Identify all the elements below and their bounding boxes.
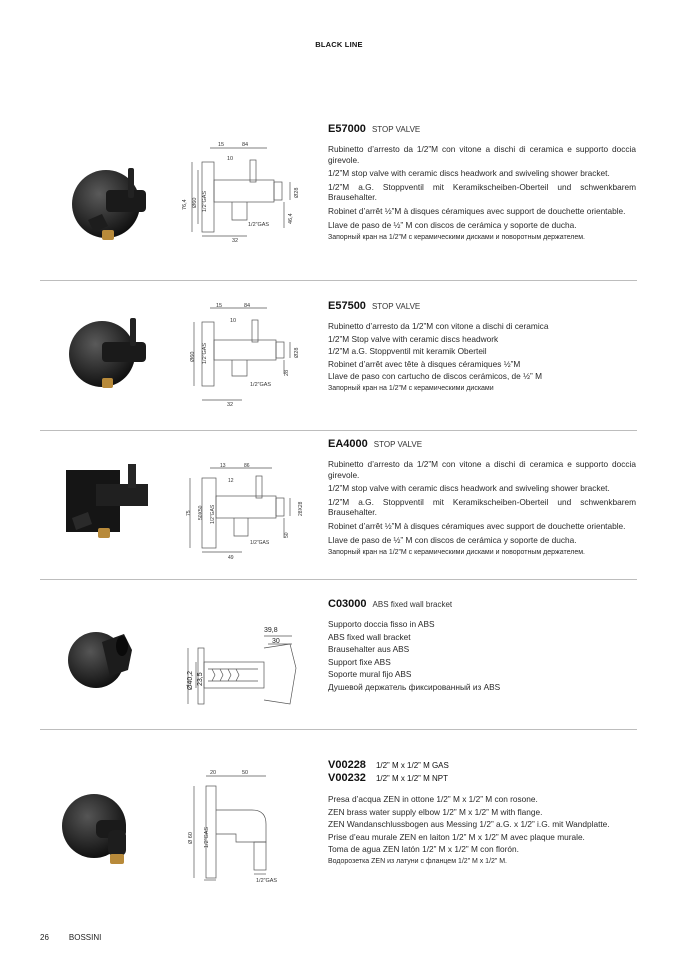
dim-label: 15 (218, 142, 225, 148)
product-title (328, 772, 636, 785)
dim-label: 46,4 (288, 213, 294, 224)
dim-label: Ø28 (294, 187, 300, 198)
dim-label: 10 (230, 318, 237, 324)
dim-label: 76,4 (182, 199, 188, 210)
product-photo-wall-bracket (62, 620, 142, 700)
desc-fr: Robinet d’arrêt ½”M à disques céramiques avec support de douchette orientable. (328, 205, 626, 216)
dim-label: 50X50 (198, 505, 204, 520)
product-text (328, 598, 636, 695)
product-title (328, 759, 636, 772)
dim-label: 39,8 (264, 627, 278, 634)
dim-label: 49 (228, 555, 234, 561)
product-code: E57500 (328, 300, 366, 312)
section-divider (40, 280, 637, 281)
technical-drawing-e57500 (172, 302, 312, 407)
product-code: V00232 (328, 772, 366, 784)
desc-fr: Robinet d’arrêt avec tête à disques céramiques ½”M (328, 358, 521, 369)
product-photo-stop-valve (62, 160, 158, 250)
desc-it: Presa d’acqua ZEN in ottone 1/2” M x 1/2” M con rosone. (328, 794, 538, 804)
dim-label: 20 (210, 770, 217, 776)
dim-label: 13 (220, 463, 226, 469)
desc-ru: Душевой держатель фиксированный из ABS (328, 681, 501, 692)
dim-label: Ø28 (294, 347, 300, 358)
desc-it: Supporto doccia fisso in ABS (328, 619, 435, 629)
product-subtitle: STOP VALVE (371, 125, 421, 134)
dim-label: 30 (272, 638, 280, 645)
dim-label: 12 (228, 478, 234, 484)
page-number: 26 (40, 933, 49, 942)
desc-en: ZEN brass water supply elbow 1/2” M x 1/2” M with flange. (328, 806, 543, 817)
desc-en: 1/2”M stop valve with ceramic discs headwork and swiveling shower bracket. (328, 168, 610, 179)
desc-fr: Robinet d’arrêt ½”M à disques céramiques avec support de douchette orientable. (328, 520, 626, 531)
dim-label: 1/2”GAS (248, 222, 270, 228)
technical-drawing-e57000 (172, 140, 312, 245)
desc-it: Rubinetto d’arresto da 1/2”M con vitone a dischi di ceramica e supporto doccia girevole. (328, 459, 636, 480)
dim-label: 1/2”GAS (204, 826, 210, 848)
product-code: E57000 (328, 123, 366, 135)
product-subtitle: STOP VALVE (373, 440, 423, 449)
dim-label: 50 (242, 770, 249, 776)
desc-it: Rubinetto d’arresto da 1/2”M con vitone a dischi di ceramica e supporto doccia girevole. (328, 144, 636, 165)
desc-de: 1/2”M a.G. Stoppventil mit Keramikscheiben-Oberteil und schwenkbarem Brausehalter. (328, 181, 636, 203)
product-text (328, 438, 636, 562)
product-subtitle: 1/2” M x 1/2” M NPT (375, 774, 448, 783)
dim-label: Ø60 (190, 351, 196, 362)
section-divider (40, 430, 637, 431)
product-code: C03000 (328, 598, 367, 610)
product-photo-stop-valve (62, 316, 158, 396)
product-text (328, 300, 636, 397)
desc-de: ZEN Wandanschlussbogen aus Messing 1/2” a.G. x 1/2” i.G. mit Wandplatte. (328, 819, 610, 830)
product-title (328, 598, 636, 610)
desc-fr: Prise d’eau murale ZEN en laiton 1/2” M x 1/2” M avec plaque murale. (328, 831, 585, 842)
section-divider (40, 579, 637, 580)
footer-brand: BOSSINI (68, 933, 102, 942)
desc-en: 1/2”M Stop valve with ceramic discs headwork (328, 333, 499, 344)
dim-label: 84 (244, 303, 251, 309)
dim-label: 10 (227, 156, 234, 162)
desc-de: 1/2”M a.G. Stoppventil mit keramik Oberteil (328, 346, 487, 357)
desc-en: ABS fixed wall bracket (328, 631, 411, 642)
section-divider (40, 729, 637, 730)
desc-it: Rubinetto d’arresto da 1/2”M con vitone a dischi di ceramica (328, 321, 549, 331)
dim-label: 1/2”GAS (202, 342, 208, 364)
product-subtitle: 1/2” M x 1/2” M GAS (375, 761, 449, 770)
dim-label: 23,5 (197, 672, 204, 686)
page-header: BLACK LINE (315, 40, 363, 49)
dim-label: 84 (242, 142, 249, 148)
product-text (328, 759, 636, 870)
desc-de: Brausehalter aus ABS (328, 644, 410, 655)
dim-label: 75 (186, 510, 192, 516)
desc-es: Llave de paso de ½” M con discos de cerámica y soporte de ducha. (328, 534, 577, 545)
desc-de: 1/2”M a.G. Stoppventil mit Keramikscheiben-Oberteil und schwenkbarem Brausehalter. (328, 496, 636, 518)
desc-es: Llave de paso de ½” M con discos de cerámica y soporte de ducha. (328, 219, 577, 230)
product-title (328, 438, 636, 450)
dim-label: Ø 60 (188, 832, 194, 844)
dim-label: 1/2”GAS (256, 878, 278, 884)
desc-ru: Запорный кран на 1/2”M с керамическими дисками и поворотным держателем. (328, 234, 585, 242)
dim-label: 28X28 (298, 501, 304, 516)
desc-ru: Запорный кран на 1/2”M с керамическими дисками и поворотным держателем. (328, 549, 585, 557)
product-text (328, 123, 636, 247)
desc-es: Llave de paso con cartucho de discos cerámicos, de ½” M (328, 371, 542, 382)
dim-label: 1/2”GAS (250, 382, 272, 388)
dim-label: 32 (232, 238, 239, 244)
dim-label: 32 (227, 402, 234, 407)
dim-label: 1/2”GAS (250, 540, 270, 546)
technical-drawing-v00228 (176, 766, 316, 886)
desc-es: Toma de agua ZEN latón 1/2” M x 1/2” M con florón. (328, 844, 519, 855)
technical-drawing-ea4000 (172, 462, 312, 562)
desc-ru: Водорозетка ZEN из латуни с фланцем 1/2” M x 1/2” M. (328, 857, 507, 865)
dim-label: 50 (284, 532, 290, 538)
product-code: V00228 (328, 759, 366, 771)
product-title (328, 123, 636, 135)
dim-label: 86 (244, 463, 250, 469)
dim-label: 28 (284, 369, 290, 376)
desc-es: Soporte mural fijo ABS (328, 669, 412, 680)
product-photo-square-stop-valve (62, 462, 158, 548)
desc-en: 1/2”M stop valve with ceramic discs headwork and swiveling shower bracket. (328, 483, 610, 494)
desc-ru: Запорный кран на 1/2”M с керамическими дисками (328, 384, 494, 392)
page-footer (40, 933, 101, 942)
product-photo-water-supply-elbow (58, 790, 142, 870)
dim-label: 15 (216, 303, 223, 309)
product-subtitle: ABS fixed wall bracket (372, 600, 453, 609)
dim-label: Ø40,2 (187, 670, 194, 690)
dim-label: Ø60 (192, 197, 198, 208)
technical-drawing-c03000 (168, 620, 308, 710)
dim-label: 1/2”GAS (202, 190, 208, 212)
product-title (328, 300, 636, 312)
product-subtitle: STOP VALVE (371, 302, 421, 311)
product-code: EA4000 (328, 438, 368, 450)
desc-fr: Support fixe ABS (328, 656, 391, 667)
dim-label: 1/2”GAS (210, 504, 216, 524)
